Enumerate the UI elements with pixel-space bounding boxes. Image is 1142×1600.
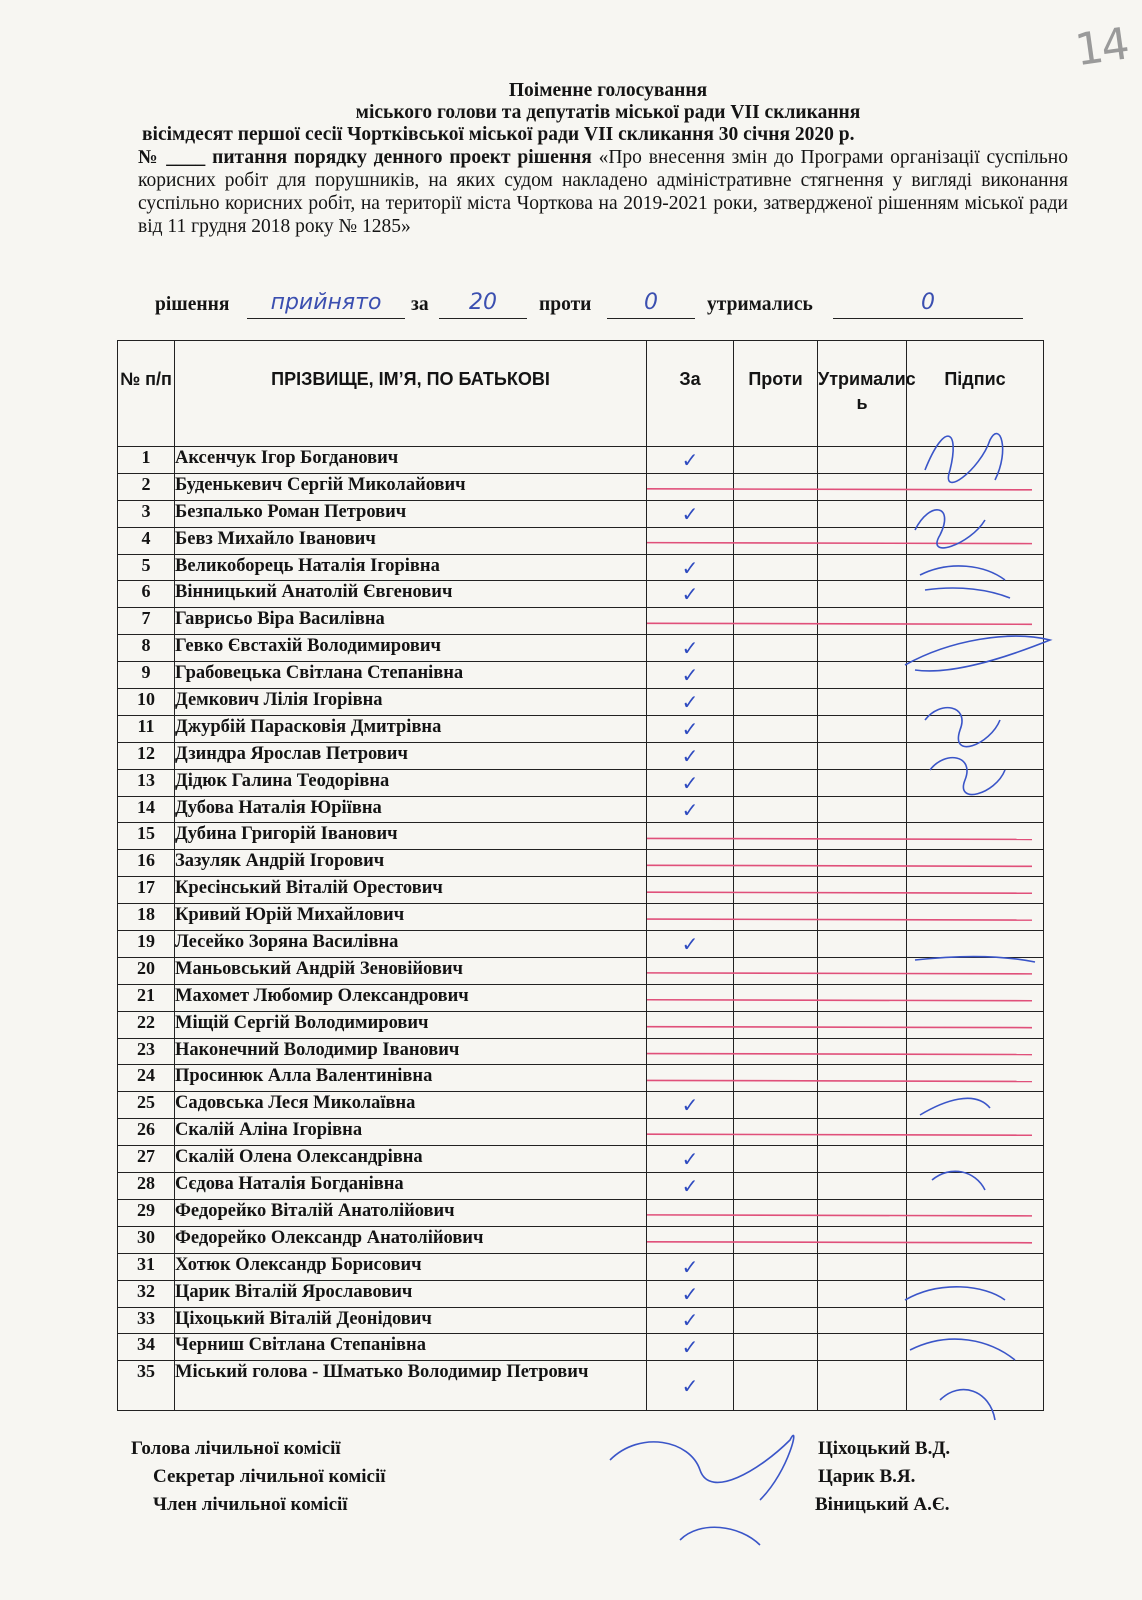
deputy-name: Грабовецька Світлана Степанівна [175, 662, 647, 689]
deputy-name: Лесейко Зоряна Василівна [175, 931, 647, 958]
deputy-name: Демкович Лілія Ігорівна [175, 689, 647, 716]
table-row [118, 904, 1044, 931]
table-row [118, 1307, 1044, 1334]
deputy-name: Просинюк Алла Валентинівна [175, 1065, 647, 1092]
table-row [118, 1146, 1044, 1173]
vote-abstain-cell [818, 662, 907, 689]
decision-label: рішення [155, 294, 230, 315]
table-row [118, 527, 1044, 554]
vote-abstain-cell [818, 1253, 907, 1280]
vote-abstain-cell [818, 500, 907, 527]
document-subtitle: міського голови та депутатів міської ради VII скликання [355, 102, 861, 123]
signature-cell [907, 796, 1044, 823]
row-number: 24 [118, 1065, 175, 1092]
vote-abstain-cell [818, 742, 907, 769]
vote-result-row [155, 290, 1055, 322]
signature-cell [907, 1199, 1044, 1226]
vote-against-cell [734, 1092, 818, 1119]
vote-for-cell: ✓ [647, 1253, 734, 1280]
deputy-name: Федорейко Віталій Анатолійович [175, 1199, 647, 1226]
row-number: 5 [118, 554, 175, 581]
deputy-name: Кресінський Віталій Орестович [175, 877, 647, 904]
vote-against-cell [734, 1334, 818, 1361]
vote-against-cell [734, 877, 818, 904]
vote-against-cell [734, 554, 818, 581]
deputy-name: Маньовський Андрій Зеновійович [175, 957, 647, 984]
vote-abstain-cell [818, 689, 907, 716]
vote-for-cell: ✓ [647, 1146, 734, 1173]
deputy-name: Хотюк Олександр Борисович [175, 1253, 647, 1280]
col-name: ПРІЗВИЩЕ, ІМ’Я, ПО БАТЬКОВІ [175, 341, 647, 447]
row-number: 16 [118, 850, 175, 877]
table-row [118, 877, 1044, 904]
row-number: 22 [118, 1011, 175, 1038]
vote-for-cell: ✓ [647, 1092, 734, 1119]
table-row [118, 823, 1044, 850]
vote-for-cell: ✓ [647, 1280, 734, 1307]
row-number: 4 [118, 527, 175, 554]
deputy-name: Дубина Григорій Іванович [175, 823, 647, 850]
table-header-row [118, 341, 1044, 447]
vote-against-cell [734, 689, 818, 716]
vote-for-cell: ✓ [647, 635, 734, 662]
agenda-question [138, 146, 1068, 238]
vote-for-cell [647, 473, 734, 500]
signature-cell [907, 1119, 1044, 1146]
vote-against-cell [734, 1146, 818, 1173]
deputy-name: Ціхоцький Віталій Деонідович [175, 1307, 647, 1334]
vote-abstain-cell [818, 1092, 907, 1119]
vote-for-cell: ✓ [647, 931, 734, 958]
row-number: 6 [118, 581, 175, 608]
deputy-name: Вінницький Анатолій Євгенович [175, 581, 647, 608]
vote-against-cell [734, 1173, 818, 1200]
signature-cell [907, 581, 1044, 608]
table-row [118, 957, 1044, 984]
vote-for-cell: ✓ [647, 581, 734, 608]
row-number: 23 [118, 1038, 175, 1065]
document-title: Поіменне голосування [508, 80, 708, 101]
row-number: 29 [118, 1199, 175, 1226]
table-row [118, 1173, 1044, 1200]
vote-abstain-cell [818, 1361, 907, 1411]
signature-cell [907, 742, 1044, 769]
table-row [118, 1253, 1044, 1280]
deputy-name: Садовська Леся Миколаївна [175, 1092, 647, 1119]
vote-for-cell: ✓ [647, 769, 734, 796]
vote-for-cell: ✓ [647, 1361, 734, 1411]
signature-cell [907, 1307, 1044, 1334]
row-number: 11 [118, 715, 175, 742]
table-row [118, 689, 1044, 716]
vote-against-cell [734, 715, 818, 742]
signature-cell [907, 931, 1044, 958]
vote-for-cell [647, 527, 734, 554]
row-number: 34 [118, 1334, 175, 1361]
vote-against-cell [734, 796, 818, 823]
agenda-question-lead: № ____ питання порядку денного проект рішення [138, 147, 592, 168]
signature-cell [907, 715, 1044, 742]
vote-for-cell: ✓ [647, 554, 734, 581]
vote-abstain-cell [818, 1226, 907, 1253]
agenda-question-text: «Про внесення змін до Програми організації суспільно корисних робіт для порушників, на яких судом накладено адміністративне стягнення у вигляді виконання суспільно корисних робіт, на території міста Чорткова на 2019-2021 роки, затвердженої рішенням міської ради від 11 грудня 2018 року № 1285» [138, 147, 1068, 237]
signature-cell [907, 769, 1044, 796]
deputy-name: Великоборець Наталія Ігорівна [175, 554, 647, 581]
row-number: 31 [118, 1253, 175, 1280]
col-abstain: Утрималис ь [818, 341, 907, 447]
signature-cell [907, 1011, 1044, 1038]
vote-for-cell [647, 1038, 734, 1065]
vote-against-cell [734, 1065, 818, 1092]
row-number: 27 [118, 1146, 175, 1173]
vote-against-cell [734, 527, 818, 554]
signature-cell [907, 1334, 1044, 1361]
deputy-name: Царик Віталій Ярославович [175, 1280, 647, 1307]
vote-for-cell [647, 608, 734, 635]
vote-against-cell [734, 1119, 818, 1146]
row-number: 9 [118, 662, 175, 689]
table-row [118, 1280, 1044, 1307]
vote-for-cell [647, 1065, 734, 1092]
deputy-name: Зазуляк Андрій Ігорович [175, 850, 647, 877]
vote-against-cell [734, 931, 818, 958]
row-number: 28 [118, 1173, 175, 1200]
roll-call-table [117, 340, 1044, 1411]
vote-abstain-cell [818, 473, 907, 500]
vote-for-cell: ✓ [647, 742, 734, 769]
vote-against-cell [734, 769, 818, 796]
abstain-label: утримались [707, 294, 813, 315]
vote-against-cell [734, 850, 818, 877]
row-number: 32 [118, 1280, 175, 1307]
vote-for-cell: ✓ [647, 715, 734, 742]
vote-abstain-cell [818, 608, 907, 635]
table-row [118, 715, 1044, 742]
against-label: проти [539, 294, 592, 315]
deputy-name: Гаврисьо Віра Василівна [175, 608, 647, 635]
row-number: 21 [118, 984, 175, 1011]
col-num: № п/п [118, 341, 175, 447]
row-number: 15 [118, 823, 175, 850]
row-number: 1 [118, 447, 175, 474]
vote-against-cell [734, 1038, 818, 1065]
deputy-name: Аксенчук Ігор Богданович [175, 447, 647, 474]
signature-cell [907, 635, 1044, 662]
signature-cell [907, 473, 1044, 500]
row-number: 2 [118, 473, 175, 500]
vote-for-cell [647, 1011, 734, 1038]
vote-abstain-cell [818, 850, 907, 877]
vote-for-cell [647, 1226, 734, 1253]
table-row [118, 769, 1044, 796]
document-header [138, 80, 1068, 238]
vote-abstain-cell [818, 554, 907, 581]
vote-for-cell [647, 850, 734, 877]
vote-abstain-cell [818, 1199, 907, 1226]
deputy-name: Безпалько Роман Петрович [175, 500, 647, 527]
vote-abstain-cell [818, 877, 907, 904]
vote-abstain-cell [818, 715, 907, 742]
deputy-name: Міщій Сергій Володимирович [175, 1011, 647, 1038]
vote-against-cell [734, 581, 818, 608]
session-line: вісімдесят першої сесії Чортківської міської ради VII скликання 30 січня 2020 р. [142, 124, 855, 145]
for-count: 20 [439, 290, 527, 319]
vote-abstain-cell [818, 1011, 907, 1038]
vote-abstain-cell [818, 904, 907, 931]
vote-for-cell [647, 1199, 734, 1226]
deputy-name: Кривий Юрій Михайлович [175, 904, 647, 931]
signature-cell [907, 1092, 1044, 1119]
vote-abstain-cell [818, 447, 907, 474]
deputy-name: Сєдова Наталія Богданівна [175, 1173, 647, 1200]
vote-against-cell [734, 1226, 818, 1253]
vote-for-cell [647, 877, 734, 904]
vote-against-cell [734, 473, 818, 500]
signature-cell [907, 662, 1044, 689]
table-row [118, 1119, 1044, 1146]
vote-abstain-cell [818, 957, 907, 984]
vote-for-cell [647, 984, 734, 1011]
deputy-name: Гевко Євстахій Володимирович [175, 635, 647, 662]
signature-cell [907, 527, 1044, 554]
col-for: За [647, 341, 734, 447]
vote-against-cell [734, 904, 818, 931]
row-number: 14 [118, 796, 175, 823]
deputy-name: Буденькевич Сергій Миколайович [175, 473, 647, 500]
row-number: 17 [118, 877, 175, 904]
row-number: 30 [118, 1226, 175, 1253]
col-against: Проти [734, 341, 818, 447]
vote-abstain-cell [818, 1038, 907, 1065]
signature-cell [907, 904, 1044, 931]
vote-for-cell: ✓ [647, 662, 734, 689]
vote-abstain-cell [818, 527, 907, 554]
row-number: 25 [118, 1092, 175, 1119]
vote-abstain-cell [818, 823, 907, 850]
vote-for-cell: ✓ [647, 500, 734, 527]
vote-abstain-cell [818, 1146, 907, 1173]
vote-for-cell: ✓ [647, 1307, 734, 1334]
deputy-name: Наконечний Володимир Іванович [175, 1038, 647, 1065]
table-row [118, 931, 1044, 958]
deputy-name: Дзиндра Ярослав Петрович [175, 742, 647, 769]
row-number: 13 [118, 769, 175, 796]
signature-cell [907, 1280, 1044, 1307]
signature-cell [907, 447, 1044, 474]
vote-for-cell [647, 957, 734, 984]
vote-against-cell [734, 608, 818, 635]
signature-cell [907, 850, 1044, 877]
secretary-role: Секретар лічильної комісії [153, 1466, 386, 1487]
vote-against-cell [734, 635, 818, 662]
table-row [118, 850, 1044, 877]
signature-cell [907, 500, 1044, 527]
table-row [118, 1092, 1044, 1119]
abstain-count: 0 [833, 290, 1023, 319]
vote-against-cell [734, 1011, 818, 1038]
decision-value: прийнято [247, 290, 405, 319]
table-row [118, 742, 1044, 769]
row-number: 18 [118, 904, 175, 931]
vote-for-cell: ✓ [647, 796, 734, 823]
vote-against-cell [734, 957, 818, 984]
vote-abstain-cell [818, 1280, 907, 1307]
deputy-name: Махомет Любомир Олександрович [175, 984, 647, 1011]
row-number: 3 [118, 500, 175, 527]
signature-cell [907, 1146, 1044, 1173]
row-number: 35 [118, 1361, 175, 1411]
table-row [118, 581, 1044, 608]
row-number: 12 [118, 742, 175, 769]
row-number: 26 [118, 1119, 175, 1146]
signature-cell [907, 1361, 1044, 1411]
table-row [118, 796, 1044, 823]
secretary-name: Царик В.Я. [818, 1466, 916, 1487]
table-row [118, 1199, 1044, 1226]
table-row [118, 447, 1044, 474]
signature-cell [907, 554, 1044, 581]
vote-against-cell [734, 1199, 818, 1226]
row-number: 33 [118, 1307, 175, 1334]
signature-cell [907, 608, 1044, 635]
table-row [118, 608, 1044, 635]
chair-name: Ціхоцький В.Д. [818, 1438, 951, 1459]
vote-against-cell [734, 984, 818, 1011]
vote-abstain-cell [818, 635, 907, 662]
row-number: 8 [118, 635, 175, 662]
row-number: 19 [118, 931, 175, 958]
vote-abstain-cell [818, 931, 907, 958]
vote-for-cell: ✓ [647, 1334, 734, 1361]
deputy-name: Дубова Наталія Юріївна [175, 796, 647, 823]
row-number: 20 [118, 957, 175, 984]
vote-against-cell [734, 1253, 818, 1280]
table-row [118, 1038, 1044, 1065]
col-signature: Підпис [907, 341, 1044, 447]
vote-abstain-cell [818, 769, 907, 796]
table-row [118, 662, 1044, 689]
vote-abstain-cell [818, 984, 907, 1011]
vote-against-cell [734, 662, 818, 689]
signature-cell [907, 877, 1044, 904]
vote-abstain-cell [818, 1119, 907, 1146]
vote-abstain-cell [818, 1307, 907, 1334]
vote-against-cell [734, 742, 818, 769]
signature-cell [907, 957, 1044, 984]
against-count: 0 [607, 290, 695, 319]
vote-abstain-cell [818, 581, 907, 608]
vote-for-cell [647, 904, 734, 931]
table-row [118, 500, 1044, 527]
signature-cell [907, 823, 1044, 850]
deputy-name: Скалій Олена Олександрівна [175, 1146, 647, 1173]
vote-for-cell [647, 823, 734, 850]
vote-for-cell: ✓ [647, 1173, 734, 1200]
table-row [118, 635, 1044, 662]
table-row [118, 554, 1044, 581]
chair-role: Голова лічильної комісії [131, 1438, 341, 1459]
table-row [118, 473, 1044, 500]
vote-against-cell [734, 1280, 818, 1307]
deputy-name: Скалій Аліна Ігорівна [175, 1119, 647, 1146]
table-row [118, 984, 1044, 1011]
signature-cell [907, 984, 1044, 1011]
deputy-name: Бевз Михайло Іванович [175, 527, 647, 554]
row-number: 7 [118, 608, 175, 635]
vote-abstain-cell [818, 1173, 907, 1200]
vote-for-cell: ✓ [647, 689, 734, 716]
counting-commission [0, 1438, 1142, 1568]
signature-cell [907, 689, 1044, 716]
vote-abstain-cell [818, 1065, 907, 1092]
vote-against-cell [734, 1361, 818, 1411]
deputy-name: Дідюк Галина Теодорівна [175, 769, 647, 796]
vote-for-cell: ✓ [647, 447, 734, 474]
deputy-name: Міський голова - Шматько Володимир Петрович [175, 1361, 647, 1411]
vote-against-cell [734, 500, 818, 527]
table-row [118, 1011, 1044, 1038]
signature-cell [907, 1065, 1044, 1092]
vote-abstain-cell [818, 796, 907, 823]
vote-against-cell [734, 823, 818, 850]
table-row [118, 1226, 1044, 1253]
signature-cell [907, 1173, 1044, 1200]
table-row [118, 1065, 1044, 1092]
deputy-name: Джурбій Парасковія Дмитрівна [175, 715, 647, 742]
deputy-name: Черниш Світлана Степанівна [175, 1334, 647, 1361]
table-row [118, 1361, 1044, 1411]
vote-against-cell [734, 1307, 818, 1334]
signature-cell [907, 1226, 1044, 1253]
member-role: Член лічильної комісії [153, 1494, 348, 1515]
signature-cell [907, 1038, 1044, 1065]
page-number: 14 [1072, 18, 1131, 77]
vote-against-cell [734, 447, 818, 474]
row-number: 10 [118, 689, 175, 716]
table-row [118, 1334, 1044, 1361]
deputy-name: Федорейко Олександр Анатолійович [175, 1226, 647, 1253]
for-label: за [411, 294, 429, 315]
member-name: Віницький А.Є. [815, 1494, 950, 1515]
vote-for-cell [647, 1119, 734, 1146]
vote-abstain-cell [818, 1334, 907, 1361]
signature-cell [907, 1253, 1044, 1280]
